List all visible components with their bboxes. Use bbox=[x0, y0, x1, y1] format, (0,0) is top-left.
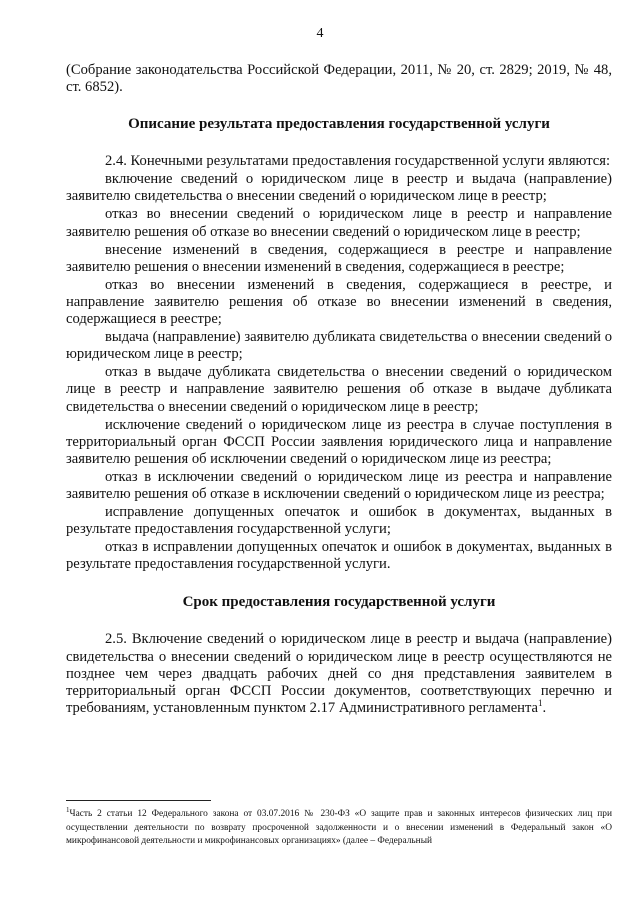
section-heading-result: Описание результата предоставления государственной услуги bbox=[128, 116, 550, 133]
footnote-text: Часть 2 статьи 12 Федерального закона от 03.07.2016 № 230-ФЗ «О защите прав и законных интересов физических лиц при осуществлении деятельности по возврату просроченной задолженности и о внесении изменений в Федеральный закон «О микрофинансовой деятельности и микрофинансовых организациях» (далее – Федеральный bbox=[66, 809, 612, 846]
footnote-reference: 1 bbox=[538, 697, 543, 708]
document-body bbox=[66, 62, 612, 717]
list-item: отказ в исправлении допущенных опечаток и ошибок в документах, выданных в результате предоставления государственной услуги. bbox=[66, 539, 612, 573]
page-number: 4 bbox=[316, 26, 324, 41]
footnote bbox=[66, 805, 612, 849]
section1-lead-paragraph: 2.4. Конечными результатами предоставления государственной услуги являются: bbox=[105, 153, 611, 170]
section-heading-term: Срок предоставления государственной услуги bbox=[182, 594, 496, 611]
intro-paragraph: (Собрание законодательства Российской Федерации, 2011, № 20, ст. 2829; 2019, № 48, ст. 6852). bbox=[66, 62, 612, 96]
footnote-marker: 1 bbox=[66, 805, 70, 814]
section2-paragraph bbox=[66, 631, 612, 716]
list-item: исправление допущенных опечаток и ошибок в документах, выданных в результате предоставления государственной услуги; bbox=[66, 504, 612, 538]
section2-paragraph-text: 2.5. Включение сведений о юридическом лице в реестр и выдача (направление) свидетельства о внесении сведений о юридическом лице в реестр осуществляются не позднее чем через двадцать рабочих дней со дня представления заявителем в территориальный орган ФССП России документов, соответствующих перечню и требованиям, установленным пунктом 2.17 Административного регламента bbox=[66, 631, 612, 716]
section2-paragraph-end: . bbox=[542, 699, 547, 716]
footnote-divider bbox=[66, 800, 211, 801]
result-items-list bbox=[66, 171, 612, 573]
list-item: отказ в исключении сведений о юридическом лице из реестра и направление заявителю решения об отказе в исключении сведений о юридическом лице из реестра; bbox=[66, 468, 612, 502]
list-item: внесение изменений в сведения, содержащиеся в реестре и направление заявителю решения о внесении изменений в сведения, содержащиеся в реестре; bbox=[66, 241, 612, 275]
list-item: включение сведений о юридическом лице в реестр и выдача (направление) заявителю свидетельства о внесении сведений о юридическом лице в реестр; bbox=[66, 171, 612, 205]
list-item: отказ во внесении сведений о юридическом лице в реестр и направление заявителю решения об отказе во внесении сведений о юридическом лице в реестр; bbox=[66, 206, 612, 240]
list-item: выдача (направление) заявителю дубликата свидетельства о внесении сведений о юридическом лице в реестр; bbox=[66, 329, 612, 363]
list-item: отказ во внесении изменений в сведения, содержащиеся в реестре, и направление заявителю решения об отказе во внесении изменений в сведения, содержащиеся в реестре; bbox=[66, 276, 612, 328]
list-item: отказ в выдаче дубликата свидетельства о внесении сведений о юридическом лице в реестр и направление заявителю решения об отказе в выдаче дубликата свидетельства о внесении сведений о юридическом лице в реестр; bbox=[66, 364, 612, 415]
list-item: исключение сведений о юридическом лице из реестра в случае поступления в территориальный орган ФССП России заявления юридического лица и направление заявителю решения об исключении сведений о юридическом лице из реестра; bbox=[66, 416, 612, 467]
